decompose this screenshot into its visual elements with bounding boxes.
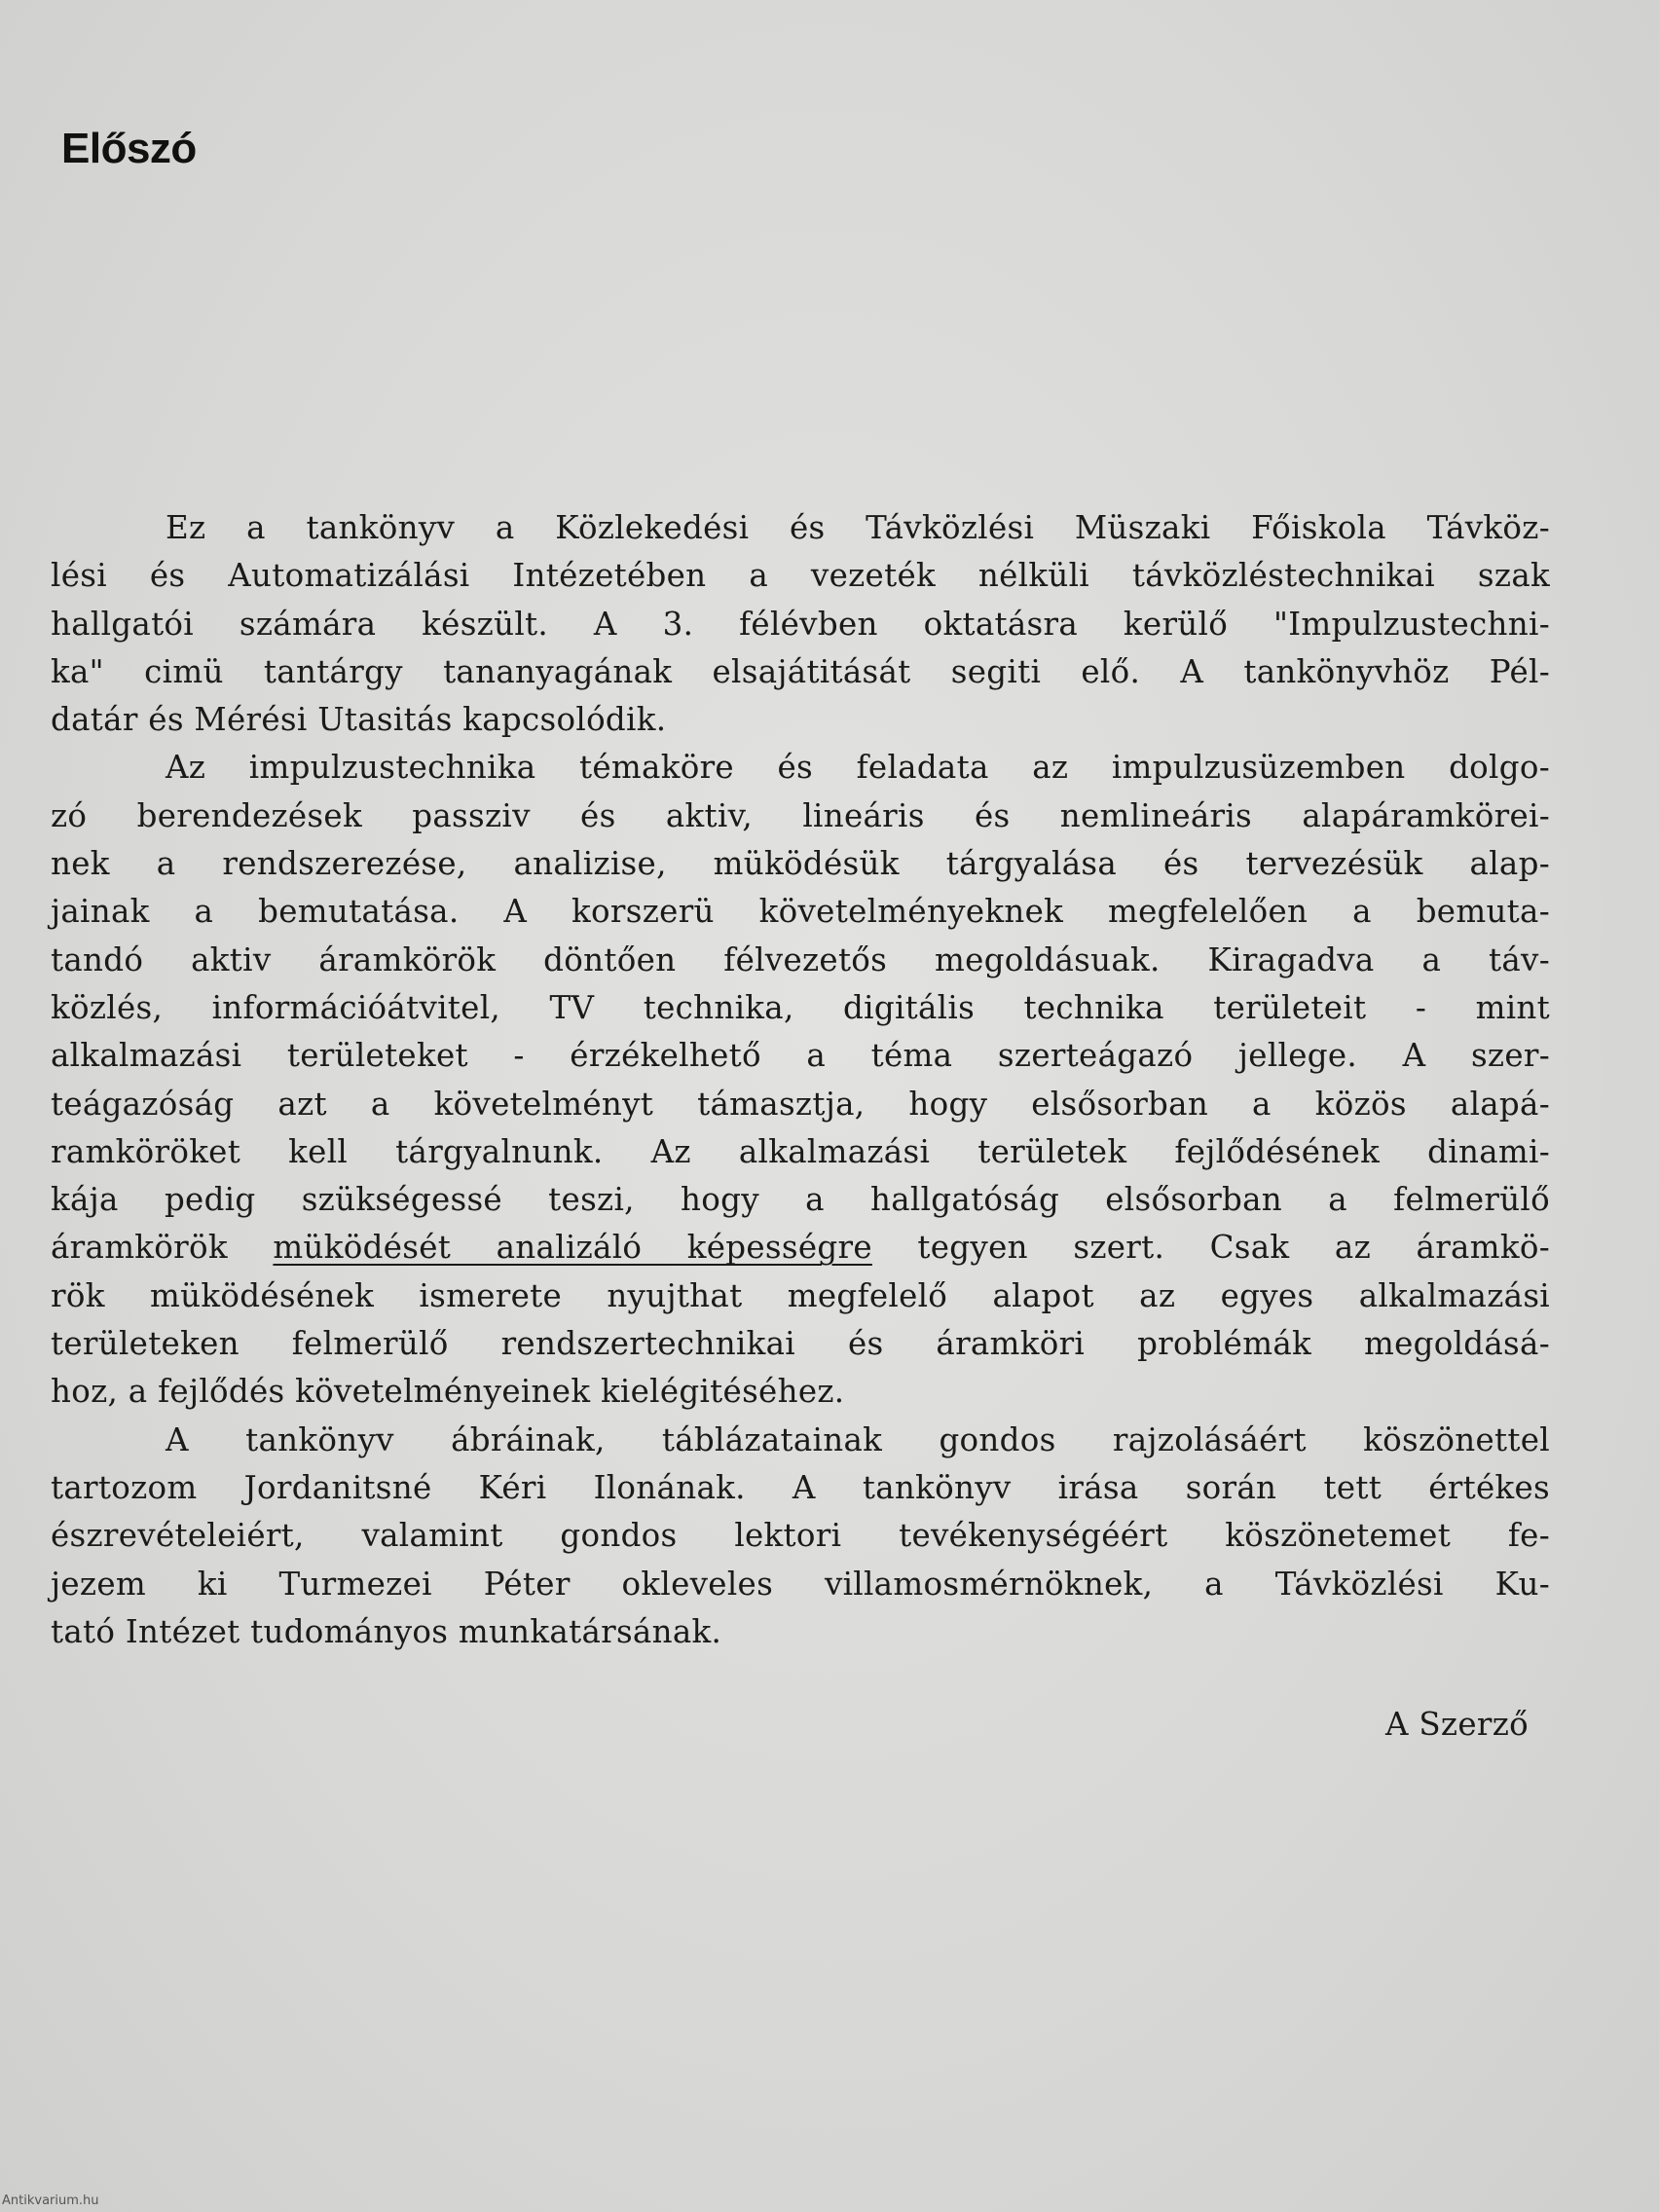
paragraph-line: tandó aktiv áramkörök döntően félvezetős megoldásuak. Kiragadva a táv- [51, 940, 1550, 978]
author-signature: A Szerző [1384, 1706, 1529, 1743]
paragraph-line: Az impulzustechnika témaköre és feladata az impulzusüzemben dolgo- [166, 749, 1550, 787]
paragraph-line: észrevételeiért, valamint gondos lektori tevékenységéért köszönetemet fe- [51, 1517, 1550, 1555]
paragraph-line: ramköröket kell tárgyalnunk. Az alkalmazási területek fejlődésének dinami- [51, 1132, 1550, 1170]
paragraph-line: jainak a bemutatása. A korszerü követelményeknek megfelelően a bemuta- [51, 893, 1550, 931]
paragraph-line: tartozom Jordanitsné Kéri Ilonának. A tankönyv irása során tett értékes [51, 1468, 1550, 1506]
paragraph-line: teágazóság azt a követelményt támasztja, hogy elsősorban a közös alapá- [51, 1085, 1550, 1123]
paragraph-line: tató Intézet tudományos munkatársának. [51, 1612, 722, 1650]
line-segment: tegyen szert. Csak az áramkö- [917, 1229, 1550, 1267]
page-title: Előszó [61, 125, 197, 172]
line-segment: áramkörök [51, 1229, 228, 1267]
paragraph-line: lési és Automatizálási Intézetében a vezeték nélküli távközléstechnikai szak [51, 557, 1550, 595]
paragraph-line: rök müködésének ismerete nyujthat megfelelő alapot az egyes alkalmazási [51, 1276, 1550, 1314]
paragraph-line: A tankönyv ábráinak, táblázatainak gondos rajzolásáért köszönettel [166, 1420, 1550, 1458]
paragraph-line: zó berendezések passziv és aktiv, lineáris és nemlineáris alapáramkörei- [51, 796, 1550, 834]
paragraph-line: jezem ki Turmezei Péter okleveles villamosmérnöknek, a Távközlési Ku- [51, 1565, 1550, 1603]
paragraph-line: kája pedig szükségessé teszi, hogy a hallgatóság elsősorban a felmerülő [51, 1181, 1550, 1219]
paragraph-line: ka" cimü tantárgy tananyagának elsajátitását segiti elő. A tankönyvhöz Pél- [51, 652, 1550, 690]
watermark: Antikvarium.hu [2, 2194, 99, 2208]
paragraph-line: hoz, a fejlődés követelményeinek kielégitéséhez. [51, 1373, 845, 1411]
paragraph-line: Ez a tankönyv a Közlekedési és Távközlési Müszaki Főiskola Távköz- [166, 509, 1550, 546]
paragraph-line-underlined [51, 1224, 1550, 1272]
paragraph-line: alkalmazási területeket - érzékelhető a téma szerteágazó jellege. A szer- [51, 1037, 1550, 1075]
paragraph-line: hallgatói számára készült. A 3. félévben oktatásra kerülő "Impulzustechni- [51, 605, 1550, 643]
paragraph-line: datár és Mérési Utasitás kapcsolódik. [51, 701, 667, 739]
paragraph-line: nek a rendszerezése, analizise, müködésük tárgyalása és tervezésük alap- [51, 845, 1550, 883]
underlined-phrase: müködését analizáló képességre [273, 1229, 872, 1267]
preface-body [51, 504, 1550, 1656]
paragraph-line: területeken felmerülő rendszertechnikai és áramköri problémák megoldásá- [51, 1325, 1550, 1363]
paragraph-line: közlés, információátvitel, TV technika, digitális technika területeit - mint [51, 988, 1550, 1026]
